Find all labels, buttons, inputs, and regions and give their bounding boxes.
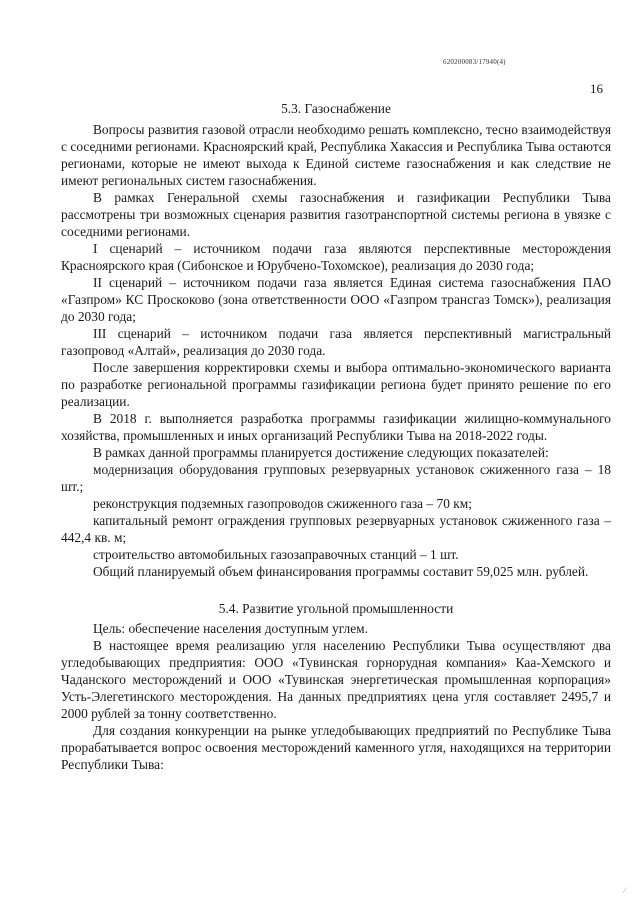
paragraph: III сценарий – источником подачи газа является перспективный магистральный газопровод «Алтай», реализация до 2030 года. [61, 326, 611, 358]
document-id: 620200083/17940(4) [443, 58, 506, 66]
page-number: 16 [590, 81, 603, 96]
paragraph: Цель: обеспечение населения доступным углем. [93, 621, 368, 636]
paragraph: В рамках данной программы планируется достижение следующих показателей: [93, 445, 549, 460]
paragraph: Вопросы развития газовой отрасли необходимо решать комплексно, тесно взаимодействуя с соседними регионами. Красноярский край, Республика Хакассия и Республика Тыва остаются регионами, которые не имеют выхода к Единой системе газоснабжения и как следствие не имеют региональных систем газоснабжения. [61, 122, 611, 188]
paragraph: Общий планируемый объем финансирования программы составит 59,025 млн. рублей. [93, 564, 589, 579]
paragraph: строительство автомобильных газозаправочных станций – 1 шт. [93, 547, 459, 562]
section-heading-gas-supply: 5.3. Газоснабжение [281, 101, 391, 116]
paragraph: капитальный ремонт ограждения групповых резервуарных установок сжиженного газа – 442,4 кв. м; [61, 513, 611, 545]
paragraph: В рамках Генеральной схемы газоснабжения и газификации Республики Тыва рассмотрены три возможных сценария развития газотранспортной системы региона в увязке с соседними регионами. [61, 190, 611, 239]
corner-mark: ⁄ [624, 886, 626, 895]
paragraph: После завершения корректировки схемы и выбора оптимально-экономического варианта по разработке региональной программы газификации региона будет принято решение по его реализации. [61, 360, 611, 409]
page-content [61, 100, 611, 773]
paragraph: Для создания конкуренции на рынке угледобывающих предприятий по Республике Тыва прорабатывается вопрос освоения месторождений каменного угля, находящихся на территории Республики Тыва: [61, 723, 611, 772]
paragraph: реконструкция подземных газопроводов сжиженного газа – 70 км; [93, 496, 472, 511]
section-heading-coal-industry: 5.4. Развитие угольной промышленности [218, 601, 454, 616]
paragraph: I сценарий – источником подачи газа являются перспективные месторождения Красноярского края (Сибонское и Юрубчено-Тохомское), реализация до 2030 года; [61, 241, 611, 273]
paragraph: В настоящее время реализацию угля населению Республики Тыва осуществляют два угледобывающих предприятия: ООО «Тувинская горнорудная компания» Каа-Хемского и Чаданского месторождений и ООО «Тувинская энергетическая промышленная корпорация» Усть-Элегетинского месторождения. На данных предприятиях цена угля составляет 2495,7 и 2000 рублей за тонну соответственно. [61, 638, 611, 721]
paragraph: модернизация оборудования групповых резервуарных установок сжиженного газа – 18 шт.; [61, 462, 611, 494]
paragraph: В 2018 г. выполняется разработка программы газификации жилищно-коммунального хозяйства, промышленных и иных организаций Республики Тыва на 2018-2022 годы. [61, 411, 611, 443]
paragraph: II сценарий – источником подачи газа является Единая система газоснабжения ПАО «Газпром» КС Проскоково (зона ответственности ООО «Газпром трансгаз Томск»), реализация до 2030 года; [61, 275, 611, 324]
